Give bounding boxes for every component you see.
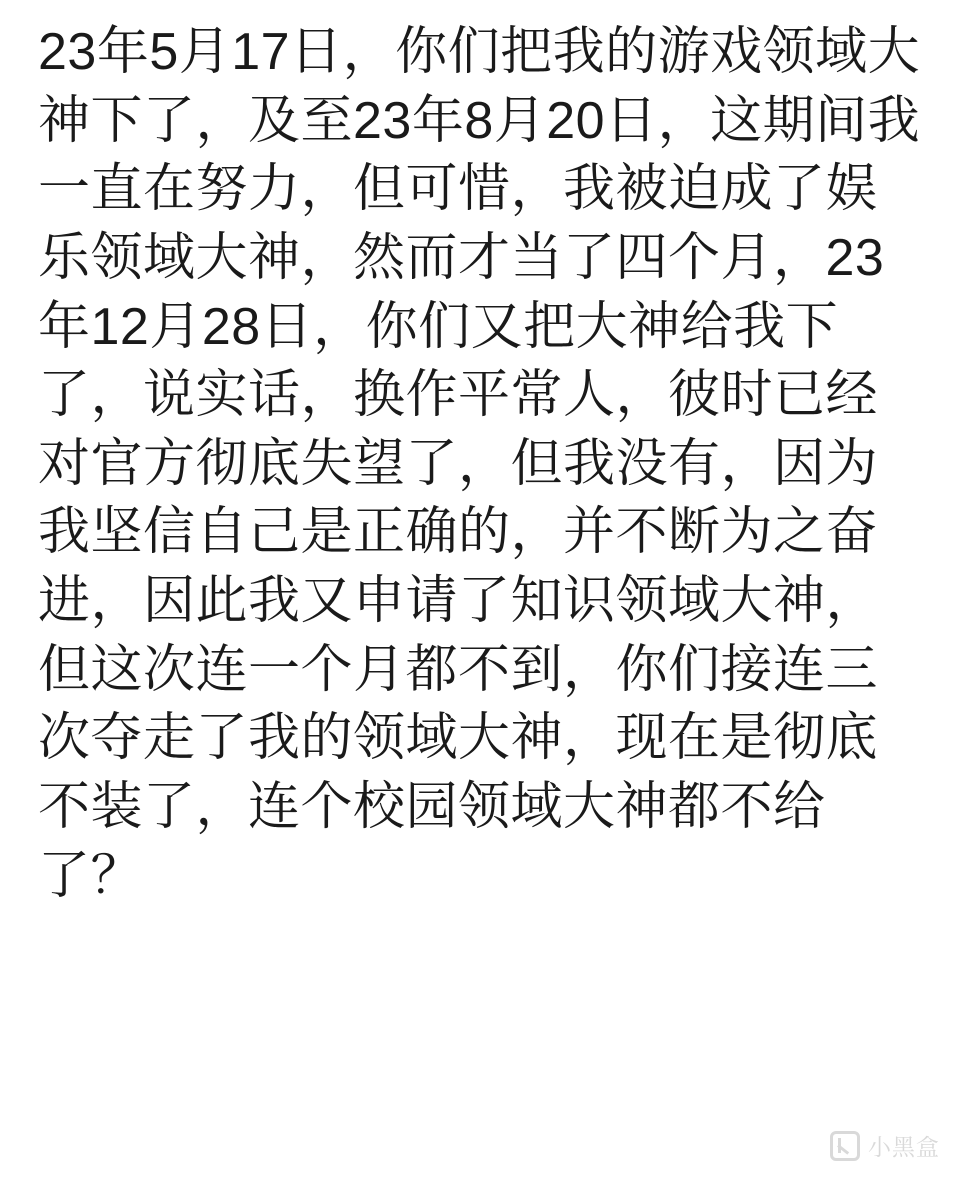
watermark-label: 小黑盒: [868, 1134, 940, 1160]
document-body-text: 23年5月17日，你们把我的游戏领域大神下了，及至23年8月20日，这期间我一直在努力，但可惜，我被迫成了娱乐领域大神，然而才当了四个月，23年12月28日，你们又把大神给我下了，说实话，换作平常人，彼时已经对官方彻底失望了，但我没有，因为我坚信自己是正确的，并不断为之奋进，因此我又申请了知识领域大神，但这次连一个月都不到，你们接连三次夺走了我的领域大神，现在是彻底不装了，连个校园领域大神都不给了？: [38, 23, 921, 905]
watermark: [830, 1129, 940, 1162]
heybox-logo-icon: [830, 1131, 860, 1161]
